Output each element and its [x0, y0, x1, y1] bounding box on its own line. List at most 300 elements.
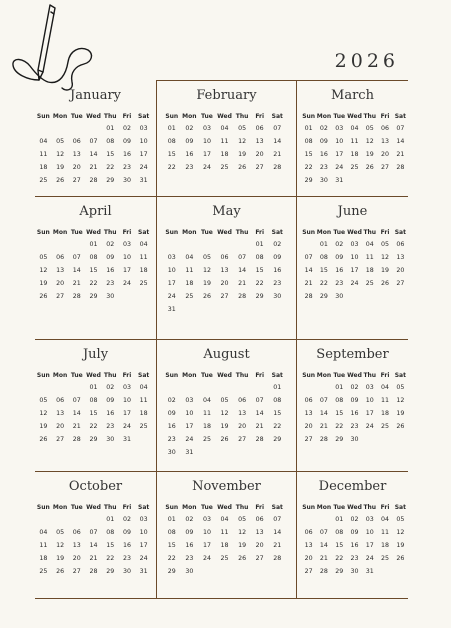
day-grid: [297, 513, 408, 578]
day-cell: 06: [220, 254, 229, 261]
day-cell: 20: [255, 151, 264, 158]
day-cell: 12: [238, 529, 247, 536]
weekday-label: Thu: [235, 113, 249, 120]
weekday-label: Tue: [70, 372, 83, 379]
day-cell: 02: [319, 125, 328, 132]
day-cell: 23: [335, 280, 344, 287]
empty-cell: [362, 433, 377, 446]
day-cell: 18: [350, 151, 359, 158]
day-cell: 01: [335, 516, 344, 523]
weekday-label: Tue: [70, 504, 83, 511]
day-cell: 30: [106, 293, 115, 300]
weekday-label: Wed: [347, 229, 362, 236]
day-cell: 04: [139, 384, 148, 391]
weekday-label: Tue: [333, 372, 346, 379]
day-cell: 26: [202, 293, 211, 300]
weekday-label: Sat: [271, 113, 283, 120]
day-grid: [35, 238, 156, 303]
day-cell: 11: [202, 410, 211, 417]
weekday-header: [297, 113, 408, 120]
week-row: [35, 251, 156, 264]
empty-cell: [52, 238, 69, 251]
day-cell: 25: [381, 555, 390, 562]
day-cell: 12: [365, 138, 374, 145]
empty-cell: [216, 446, 234, 459]
day-cell: 28: [273, 164, 282, 171]
day-cell: 02: [167, 397, 176, 404]
empty-cell: [85, 122, 102, 135]
weekday-label: Wed: [347, 372, 362, 379]
day-cell: 01: [106, 516, 115, 523]
day-cell: 09: [350, 397, 359, 404]
day-cell: 14: [89, 542, 98, 549]
day-grid: [157, 238, 296, 316]
day-cell: 15: [255, 267, 264, 274]
day-cell: 17: [365, 542, 374, 549]
day-cell: 22: [335, 555, 344, 562]
day-cell: 21: [273, 151, 282, 158]
day-cell: 23: [106, 280, 115, 287]
day-cell: 17: [139, 151, 148, 158]
weekday-label: Wed: [217, 504, 232, 511]
day-cell: 31: [335, 177, 344, 184]
weekday-label: Sun: [165, 504, 179, 511]
day-cell: 16: [106, 410, 115, 417]
day-cell: 18: [381, 542, 390, 549]
day-cell: 08: [319, 254, 328, 261]
day-cell: 27: [56, 293, 65, 300]
week-row: [157, 251, 296, 264]
day-cell: 19: [238, 542, 247, 549]
day-cell: 04: [185, 254, 194, 261]
week-row: [297, 381, 408, 394]
day-cell: 06: [304, 397, 313, 404]
week-row: [35, 264, 156, 277]
day-cell: 18: [220, 542, 229, 549]
day-cell: 24: [122, 423, 131, 430]
weekday-label: Sat: [394, 113, 406, 120]
week-row: [35, 381, 156, 394]
week-row: [157, 552, 296, 565]
weekday-label: Thu: [103, 113, 117, 120]
day-cell: 09: [122, 529, 131, 536]
day-cell: 07: [273, 516, 282, 523]
day-grid: [297, 238, 408, 303]
week-row: [297, 161, 408, 174]
day-cell: 19: [39, 280, 48, 287]
day-cell: 03: [202, 125, 211, 132]
day-cell: 20: [220, 280, 229, 287]
empty-cell: [316, 513, 331, 526]
week-row: [297, 394, 408, 407]
day-cell: 27: [220, 293, 229, 300]
weekday-label: Mon: [182, 113, 197, 120]
weekday-label: Sat: [271, 372, 283, 379]
week-row: [35, 290, 156, 303]
weekday-header: [157, 504, 296, 511]
empty-cell: [377, 290, 392, 303]
day-cell: 08: [335, 397, 344, 404]
day-cell: 25: [39, 177, 48, 184]
day-cell: 28: [255, 436, 264, 443]
weekday-label: Tue: [333, 229, 346, 236]
empty-cell: [268, 446, 286, 459]
day-cell: 01: [304, 125, 313, 132]
day-cell: 26: [365, 164, 374, 171]
empty-cell: [393, 565, 408, 578]
empty-cell: [198, 381, 216, 394]
day-cell: 06: [56, 254, 65, 261]
month-name: July: [82, 347, 109, 362]
day-cell: 10: [122, 397, 131, 404]
day-cell: 28: [396, 164, 405, 171]
empty-cell: [181, 238, 199, 251]
day-cell: 26: [396, 555, 405, 562]
day-cell: 10: [185, 410, 194, 417]
day-cell: 04: [202, 397, 211, 404]
day-cell: 06: [304, 529, 313, 536]
day-cell: 22: [304, 164, 313, 171]
day-cell: 11: [381, 397, 390, 404]
empty-cell: [362, 290, 377, 303]
day-cell: 02: [273, 241, 282, 248]
day-cell: 20: [56, 423, 65, 430]
empty-cell: [233, 238, 251, 251]
weekday-label: Fri: [255, 229, 265, 236]
day-grid: [35, 122, 156, 187]
day-cell: 25: [350, 164, 359, 171]
empty-cell: [251, 565, 269, 578]
day-cell: 25: [220, 555, 229, 562]
day-cell: 29: [106, 568, 115, 575]
day-cell: 14: [273, 138, 282, 145]
day-cell: 17: [350, 267, 359, 274]
week-row: [157, 238, 296, 251]
day-cell: 29: [304, 177, 313, 184]
day-cell: 28: [72, 436, 81, 443]
day-cell: 27: [304, 436, 313, 443]
day-cell: 16: [185, 542, 194, 549]
empty-cell: [301, 381, 316, 394]
month-april: [35, 197, 157, 340]
day-cell: 10: [365, 397, 374, 404]
empty-cell: [119, 290, 136, 303]
week-row: [35, 238, 156, 251]
week-row: [297, 174, 408, 187]
weekday-label: Sat: [394, 504, 406, 511]
day-cell: 02: [185, 516, 194, 523]
empty-cell: [198, 303, 216, 316]
month-august: [157, 340, 297, 472]
day-cell: 30: [106, 436, 115, 443]
day-cell: 27: [56, 436, 65, 443]
weekday-label: Mon: [316, 504, 332, 511]
weekday-label: Mon: [316, 113, 332, 120]
day-cell: 24: [167, 293, 176, 300]
day-cell: 29: [89, 436, 98, 443]
day-cell: 22: [335, 423, 344, 430]
day-cell: 01: [335, 384, 344, 391]
week-row: [35, 526, 156, 539]
day-cell: 20: [255, 542, 264, 549]
day-cell: 22: [106, 555, 115, 562]
day-cell: 17: [139, 542, 148, 549]
weekday-label: Sat: [138, 504, 150, 511]
day-cell: 17: [122, 410, 131, 417]
empty-cell: [268, 565, 286, 578]
day-cell: 11: [185, 267, 194, 274]
day-cell: 30: [319, 177, 328, 184]
day-cell: 31: [139, 568, 148, 575]
week-row: [297, 277, 408, 290]
day-cell: 15: [167, 151, 176, 158]
week-row: [157, 303, 296, 316]
day-cell: 30: [335, 293, 344, 300]
day-cell: 16: [350, 542, 359, 549]
day-cell: 12: [220, 410, 229, 417]
week-row: [157, 394, 296, 407]
weekday-label: Sun: [302, 113, 316, 120]
empty-cell: [233, 381, 251, 394]
empty-cell: [301, 238, 316, 251]
day-cell: 13: [56, 410, 65, 417]
day-cell: 03: [365, 384, 374, 391]
day-cell: 14: [273, 529, 282, 536]
day-cell: 28: [89, 177, 98, 184]
week-row: [157, 526, 296, 539]
day-cell: 20: [381, 151, 390, 158]
day-cell: 07: [89, 138, 98, 145]
day-cell: 12: [56, 151, 65, 158]
day-cell: 19: [396, 542, 405, 549]
day-cell: 04: [39, 138, 48, 145]
day-cell: 30: [185, 568, 194, 575]
weekday-label: Wed: [86, 504, 101, 511]
empty-cell: [52, 122, 69, 135]
weekday-label: Wed: [86, 372, 101, 379]
day-cell: 04: [381, 384, 390, 391]
week-row: [297, 513, 408, 526]
weekday-label: Tue: [201, 229, 213, 236]
day-cell: 05: [202, 254, 211, 261]
day-cell: 08: [89, 254, 98, 261]
day-cell: 21: [72, 423, 81, 430]
day-cell: 07: [72, 397, 81, 404]
day-cell: 23: [350, 555, 359, 562]
empty-cell: [163, 238, 181, 251]
week-row: [297, 264, 408, 277]
day-cell: 18: [381, 410, 390, 417]
day-cell: 16: [122, 542, 131, 549]
day-cell: 04: [220, 125, 229, 132]
empty-cell: [316, 381, 331, 394]
day-grid: [157, 122, 296, 174]
day-cell: 07: [89, 529, 98, 536]
day-cell: 09: [122, 138, 131, 145]
day-cell: 09: [319, 138, 328, 145]
week-row: [157, 433, 296, 446]
week-row: [157, 446, 296, 459]
month-march: [297, 81, 408, 197]
day-cell: 17: [335, 151, 344, 158]
day-cell: 07: [304, 254, 313, 261]
week-row: [157, 135, 296, 148]
day-cell: 23: [122, 555, 131, 562]
week-row: [297, 122, 408, 135]
day-cell: 14: [89, 151, 98, 158]
day-cell: 15: [335, 542, 344, 549]
day-cell: 05: [220, 397, 229, 404]
day-cell: 05: [365, 125, 374, 132]
day-cell: 22: [273, 423, 282, 430]
weekday-label: Sun: [165, 229, 179, 236]
day-cell: 06: [238, 397, 247, 404]
weekday-header: [297, 504, 408, 511]
day-cell: 06: [381, 125, 390, 132]
weekday-label: Wed: [347, 113, 362, 120]
day-cell: 10: [202, 529, 211, 536]
weekday-label: Sun: [36, 372, 50, 379]
month-name: November: [192, 479, 261, 494]
day-cell: 01: [89, 384, 98, 391]
day-cell: 13: [255, 529, 264, 536]
month-name: April: [79, 204, 112, 219]
weekday-label: Mon: [182, 504, 197, 511]
day-cell: 18: [39, 555, 48, 562]
day-cell: 18: [139, 410, 148, 417]
weekday-label: Sat: [394, 372, 406, 379]
empty-cell: [251, 381, 269, 394]
weekday-label: Thu: [103, 504, 117, 511]
weekday-label: Sat: [138, 372, 150, 379]
day-cell: 22: [255, 280, 264, 287]
week-row: [297, 238, 408, 251]
day-cell: 03: [335, 125, 344, 132]
day-cell: 10: [139, 138, 148, 145]
empty-cell: [35, 381, 52, 394]
day-cell: 23: [106, 423, 115, 430]
day-cell: 20: [72, 164, 81, 171]
weekday-label: Thu: [363, 504, 377, 511]
day-cell: 04: [365, 241, 374, 248]
weekday-header: [157, 229, 296, 236]
day-cell: 25: [139, 423, 148, 430]
day-cell: 12: [396, 529, 405, 536]
day-cell: 27: [72, 568, 81, 575]
day-cell: 08: [167, 529, 176, 536]
day-cell: 17: [365, 410, 374, 417]
day-cell: 19: [202, 280, 211, 287]
day-cell: 04: [381, 516, 390, 523]
weekday-label: Sat: [271, 229, 283, 236]
day-cell: 19: [396, 410, 405, 417]
day-cell: 28: [273, 555, 282, 562]
day-cell: 15: [319, 267, 328, 274]
empty-cell: [135, 290, 152, 303]
day-cell: 19: [56, 164, 65, 171]
weekday-label: Wed: [217, 229, 232, 236]
day-cell: 30: [350, 568, 359, 575]
month-october: [35, 472, 157, 599]
month-may: [157, 197, 297, 340]
week-row: [297, 420, 408, 433]
day-cell: 02: [335, 241, 344, 248]
month-december: [297, 472, 408, 599]
day-grid: [157, 381, 296, 459]
day-cell: 26: [220, 436, 229, 443]
day-cell: 09: [106, 254, 115, 261]
day-cell: 12: [56, 542, 65, 549]
day-cell: 22: [167, 164, 176, 171]
day-cell: 15: [106, 542, 115, 549]
weekday-label: Thu: [363, 113, 377, 120]
day-cell: 15: [89, 410, 98, 417]
weekday-label: Sun: [36, 113, 50, 120]
day-cell: 02: [350, 384, 359, 391]
empty-cell: [301, 513, 316, 526]
day-cell: 26: [396, 423, 405, 430]
weekday-label: Fri: [122, 113, 132, 120]
weekday-label: Mon: [316, 229, 332, 236]
day-cell: 19: [365, 151, 374, 158]
weekday-label: Mon: [182, 229, 197, 236]
day-cell: 13: [220, 267, 229, 274]
day-cell: 17: [202, 151, 211, 158]
day-cell: 31: [167, 306, 176, 313]
day-cell: 14: [396, 138, 405, 145]
empty-cell: [68, 238, 85, 251]
weekday-header: [157, 113, 296, 120]
day-cell: 20: [396, 267, 405, 274]
day-cell: 11: [220, 138, 229, 145]
day-cell: 26: [56, 177, 65, 184]
day-cell: 28: [89, 568, 98, 575]
weekday-label: Fri: [255, 372, 265, 379]
week-row: [35, 552, 156, 565]
week-row: [297, 251, 408, 264]
weekday-label: Thu: [103, 372, 117, 379]
weekday-label: Thu: [363, 372, 377, 379]
day-cell: 24: [139, 164, 148, 171]
day-cell: 19: [381, 267, 390, 274]
month-january: [35, 81, 157, 197]
week-row: [297, 552, 408, 565]
week-row: [35, 161, 156, 174]
week-row: [35, 135, 156, 148]
weekday-label: Mon: [52, 372, 68, 379]
week-row: [35, 148, 156, 161]
week-row: [297, 565, 408, 578]
month-september: [297, 340, 408, 472]
day-cell: 27: [381, 164, 390, 171]
week-row: [157, 381, 296, 394]
day-cell: 24: [185, 436, 194, 443]
week-row: [157, 264, 296, 277]
empty-cell: [181, 381, 199, 394]
day-cell: 06: [56, 397, 65, 404]
day-cell: 15: [335, 410, 344, 417]
empty-cell: [347, 290, 362, 303]
day-cell: 26: [238, 555, 247, 562]
weekday-label: Thu: [235, 229, 249, 236]
empty-cell: [216, 381, 234, 394]
week-row: [157, 539, 296, 552]
day-cell: 30: [122, 568, 131, 575]
day-cell: 30: [122, 177, 131, 184]
day-cell: 23: [319, 164, 328, 171]
week-row: [35, 420, 156, 433]
month-june: [297, 197, 408, 340]
